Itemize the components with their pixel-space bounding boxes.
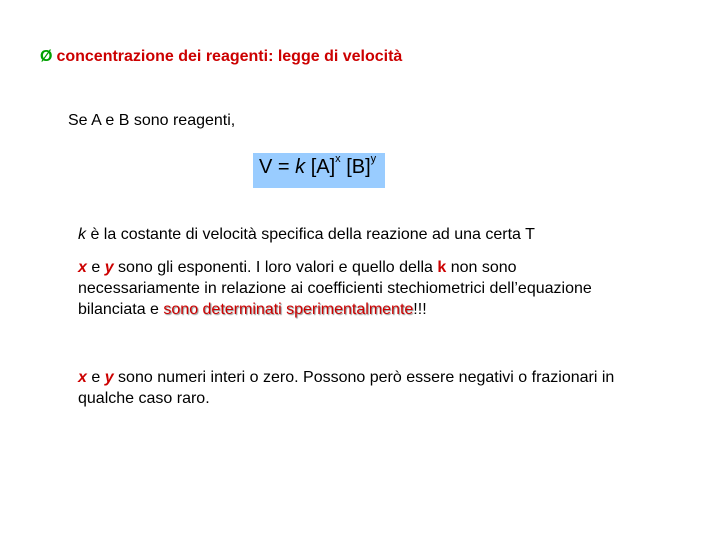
- k-symbol-bold: k: [437, 259, 447, 276]
- heading-text: concentrazione dei reagenti: legge di velocità: [56, 48, 403, 65]
- formula-k: k: [295, 156, 306, 178]
- formula-y-exponent: y: [370, 153, 377, 165]
- and-text: e: [86, 369, 105, 386]
- and-text: e: [86, 259, 105, 276]
- k-symbol: k: [78, 226, 86, 243]
- x-symbol: x: [78, 259, 87, 276]
- formula-b: [B]: [340, 156, 371, 178]
- paragraph2-end: !!!: [413, 301, 427, 318]
- paragraph1-text: è la costante di velocità specifica della reazione ad una certa T: [86, 226, 535, 243]
- paragraph2-text-1: sono gli esponenti. I loro valori e quello della: [113, 259, 438, 276]
- y-symbol: y: [104, 369, 114, 386]
- formula-lhs: V =: [259, 156, 296, 178]
- emphasis-text: sono determinati sperimentalmente: [163, 301, 414, 318]
- formula-a: [A]: [305, 156, 336, 178]
- x-symbol: x: [78, 369, 87, 386]
- y-symbol: y: [104, 259, 114, 276]
- arrow-bullet-icon: Ø: [40, 48, 53, 65]
- paragraph3-text: sono numeri interi o zero. Possono però essere negativi o frazionari in qualche caso raro.: [78, 369, 615, 407]
- paragraph-k-definition: [78, 224, 535, 245]
- intro-text: Se A e B sono reagenti,: [68, 112, 236, 129]
- paragraph-exponents: [78, 257, 638, 320]
- formula-x-exponent: x: [335, 153, 341, 165]
- rate-law-formula: [259, 153, 377, 179]
- paragraph2-text-2: non sono necessariamente in relazione ai coefficienti stechiometrici dell’equazione bilanciata e: [78, 259, 592, 318]
- paragraph-exponent-values: [78, 367, 638, 409]
- slide-heading: [40, 48, 402, 66]
